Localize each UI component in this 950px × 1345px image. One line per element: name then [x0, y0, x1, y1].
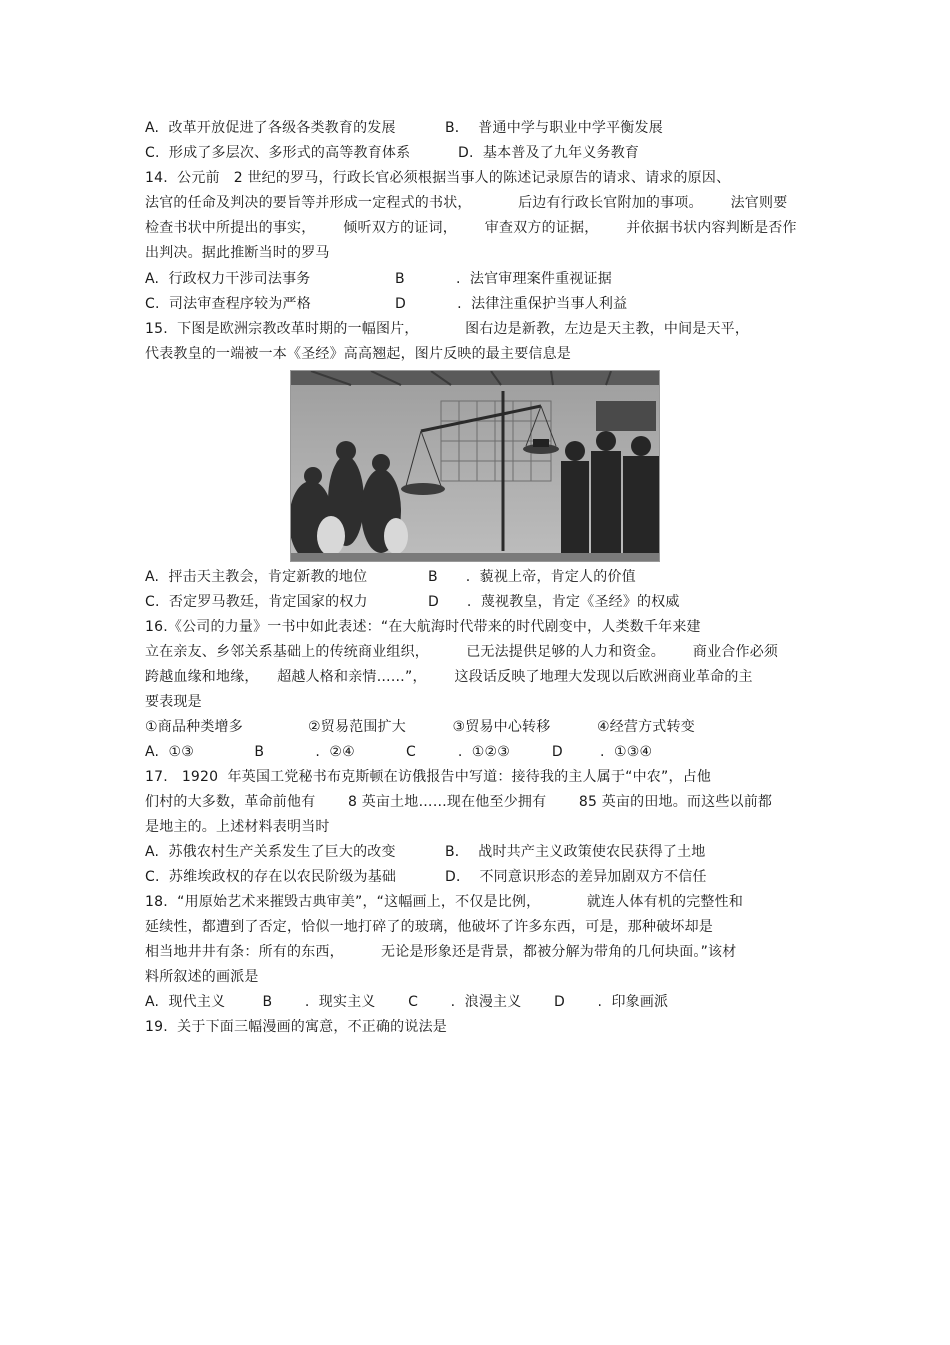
q15-stem-line: 代表教皇的一端被一本《圣经》高高翘起，图片反映的最主要信息是: [145, 346, 571, 362]
q17-stem-line: 们村的大多数，革命前他有 8 英亩土地……现在他至少拥有 85 英亩的田地。而这些以前都: [145, 794, 773, 810]
q18-stem-line: 延续性，都遭到了否定，恰似一地打碎了的玻璃，他破坏了许多东西，可是，那种破坏却是: [145, 919, 713, 935]
q18-stem-line: 料所叙述的画派是: [145, 969, 259, 985]
q16-stem-line: 要表现是: [145, 694, 202, 710]
q18-stem-line: 相当地井井有条：所有的东西， 无论是形象还是背景，都被分解为带角的几何块面。”该材: [145, 944, 737, 960]
q14-option-a: A. 行政权力干涉司法事务: [145, 271, 311, 287]
q15-option-c: C. 否定罗马教廷，肯定国家的权力: [145, 594, 368, 610]
q18-options: A. 现代主义 B . 现实主义 C . 浪漫主义 D . 印象画派: [145, 994, 669, 1010]
q17-option-c: C. 苏维埃政权的存在以农民阶级为基础: [145, 869, 397, 885]
q17-stem-line: 17. 1920 年英国工党秘书布克斯顿在访俄报告中写道：接待我的主人属于“中农”，占他: [145, 769, 712, 785]
q16-options: A. ①③ B . ②④ C . ①②③ D . ①③④: [145, 744, 653, 760]
q14-stem-line: 出判决。据此推断当时的罗马: [145, 245, 330, 261]
q17-option-b: B． 战时共产主义政策使农民获得了土地: [445, 844, 706, 860]
q14-stem-line: 检查书状中所提出的事实， 倾听双方的证词， 审查双方的证据， 并依据书状内容判断是否作: [145, 220, 797, 236]
q13-option-b: B． 普通中学与职业中学平衡发展: [445, 120, 663, 136]
q15-option-b: B . 藐视上帝，肯定人的价值: [428, 569, 636, 585]
q13-option-d: D. 基本普及了九年义务教育: [458, 145, 640, 161]
q13-option-a: A. 改革开放促进了各级各类教育的发展: [145, 120, 396, 136]
q16-stem-line: 16.《公司的力量》一书中如此表述：“在大航海时代带来的时代剧变中，人类数千年来建: [145, 619, 701, 635]
q15-option-d: D . 蔑视教皇，肯定《圣经》的权威: [428, 594, 680, 610]
q14-option-c: C. 司法审查程序较为严格: [145, 296, 311, 312]
q14-stem-line: 法官的任命及判决的要旨等并形成一定程式的书状， 后边有行政长官附加的事项。 法官则要: [145, 195, 788, 211]
q14-stem-line: 14. 公元前 2 世纪的罗马，行政长官必须根据当事人的陈述记录原告的请求、请求的原因、: [145, 170, 731, 186]
q15-option-a: A. 抨击天主教会，肯定新教的地位: [145, 569, 368, 585]
reformation-engraving-image: [290, 370, 660, 562]
q14-option-d: D . 法律注重保护当事人利益: [395, 296, 628, 312]
q16-stem-line: 跨越血缘和地缘， 超越人格和亲情……”， 这段话反映了地理大发现以后欧洲商业革命的主: [145, 669, 753, 685]
q18-stem-line: 18. “用原始艺术来摧毁古典审美”，“这幅画上，不仅是比例， 就连人体有机的完整性和: [145, 894, 744, 910]
q13-option-c: C. 形成了多层次、多形式的高等教育体系: [145, 145, 411, 161]
q15-stem-line: 15. 下图是欧洲宗教改革时期的一幅图片， 图右边是新教，左边是天主教，中间是天平，: [145, 321, 750, 337]
q17-option-a: A. 苏俄农村生产关系发生了巨大的改变: [145, 844, 396, 860]
q17-stem-line: 是地主的。上述材料表明当时: [145, 819, 330, 835]
q17-option-d: D． 不同意识形态的差异加剧双方不信任: [445, 869, 707, 885]
q16-stem-line: 立在亲友、乡邻关系基础上的传统商业组织， 已无法提供足够的人力和资金。 商业合作必须: [145, 644, 779, 660]
q16-items: ①商品种类增多 ②贸易范围扩大 ③贸易中心转移 ④经营方式转变: [145, 719, 695, 735]
q19-stem: 19. 关于下面三幅漫画的寓意，不正确的说法是: [145, 1019, 447, 1035]
q14-option-b: B . 法官审理案件重视证据: [395, 271, 612, 287]
